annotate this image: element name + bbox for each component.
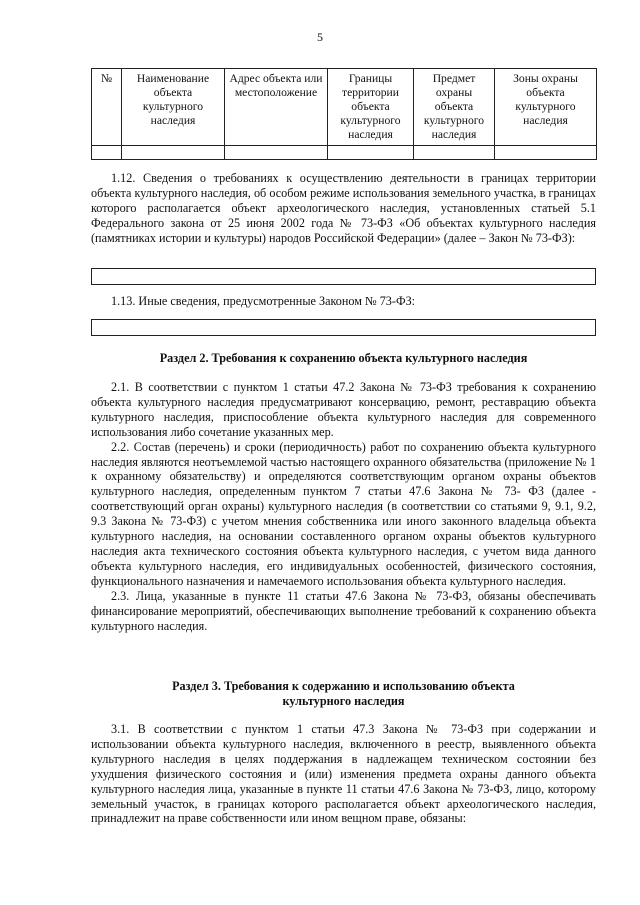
section-3-title-line-1: Раздел 3. Требования к содержанию и использованию объекта [172, 679, 515, 693]
paragraph-2-2: 2.2. Состав (перечень) и сроки (периодичность) работ по сохранению объекта культурного наследия являются неотъемлемой частью настоящего охранного обязательства (приложение № 1 к охранному обязательству) и определяются соответствующим органом охраны объектов культурного наследия, определенным пунктом 7 статьи 47.6 Закона № 73- ФЗ (далее - соответствующий орган охраны) культурного наследия (в соответствии со статьями 9, 9.1, 9.2, 9.3 Закона № 73-ФЗ) с учетом мнения собственника или иного законного владельца объекта культурного наследия, на основании составленного органом охраны объектов культурного наследия акта технического состояния объекта культурного наследия, с учетом вида данного объекта культурного наследия, его индивидуальных особенностей, физического состояния, функционального назначения и намечаемого использования объекта культурного наследия. [91, 439, 596, 588]
heritage-object-table [91, 68, 597, 160]
table-cell [122, 146, 225, 160]
section-3-body [91, 722, 596, 826]
paragraph-2-1: 2.1. В соответствии с пунктом 1 статьи 47.2 Закона № 73-ФЗ требования к сохранению объекта культурного наследия предусматривают консервацию, ремонт, реставрацию объекта культурного наследия, приспособление объекта культурного наследия для современного использования либо сочетание указанных мер. [91, 380, 596, 439]
answer-box-1-13 [91, 319, 596, 336]
table-row [92, 146, 597, 160]
table-cell [495, 146, 597, 160]
paragraph-2-3: 2.3. Лица, указанные в пункте 11 статьи 47.6 Закона № 73-ФЗ, обязаны обеспечивать финансирование мероприятий, обеспечивающих выполнение требований к сохранению объекта культурного наследия. [91, 588, 596, 633]
section-2-title: Раздел 2. Требования к сохранению объекта культурного наследия [159, 351, 528, 365]
section-3-title [91, 679, 596, 709]
col-boundaries: Границы территории объекта культурного наследия [328, 69, 414, 146]
section-3-title-line-2: культурного наследия [282, 694, 405, 708]
col-number: № [92, 69, 122, 146]
col-object-name: Наименование объекта культурного наследия [122, 69, 225, 146]
paragraph-1-12-block [91, 171, 596, 246]
paragraph-1-13-block [91, 294, 596, 309]
col-address: Адрес объекта или местоположение [225, 69, 328, 146]
paragraph-1-12: 1.12. Сведения о требованиях к осуществлению деятельности в границах территории объекта культурного наследия, об особом режиме использования земельного участка, в границах которого располагается объект археологического наследия, установленных статьей 5.1 Федерального закона от 25 июня 2002 года № 73-ФЗ «Об объектах культурного наследия (памятниках истории и культуры) народов Российской Федерации» (далее – Закон № 73-ФЗ): [91, 171, 596, 245]
table-cell [225, 146, 328, 160]
col-protection-subject: Предмет охраны объекта культурного наследия [414, 69, 495, 146]
section-2-body [91, 380, 596, 633]
page-number: 5 [317, 30, 323, 44]
paragraph-1-13: 1.13. Иные сведения, предусмотренные Законом № 73-ФЗ: [111, 294, 416, 308]
table-cell [328, 146, 414, 160]
table-cell [414, 146, 495, 160]
table-cell [92, 146, 122, 160]
answer-box-1-12 [91, 268, 596, 285]
col-protection-zones: Зоны охраны объекта культурного наследия [495, 69, 597, 146]
paragraph-3-1: 3.1. В соответствии с пунктом 1 статьи 47.3 Закона № 73-ФЗ при содержании и использовании объекта культурного наследия, включенного в реестр, выявленного объекта культурного наследия в целях поддержания в надлежащем техническом состоянии без ухудшения физического состояния и (или) изменения предмета охраны данного объекта культурного наследия лица, указанные в пункте 11 статьи 47.6 Закона № 73-ФЗ, лицо, которому земельный участок, в границах которого располагается объект археологического наследия, принадлежит на праве собственности или ином вещном праве, обязаны: [91, 722, 596, 826]
